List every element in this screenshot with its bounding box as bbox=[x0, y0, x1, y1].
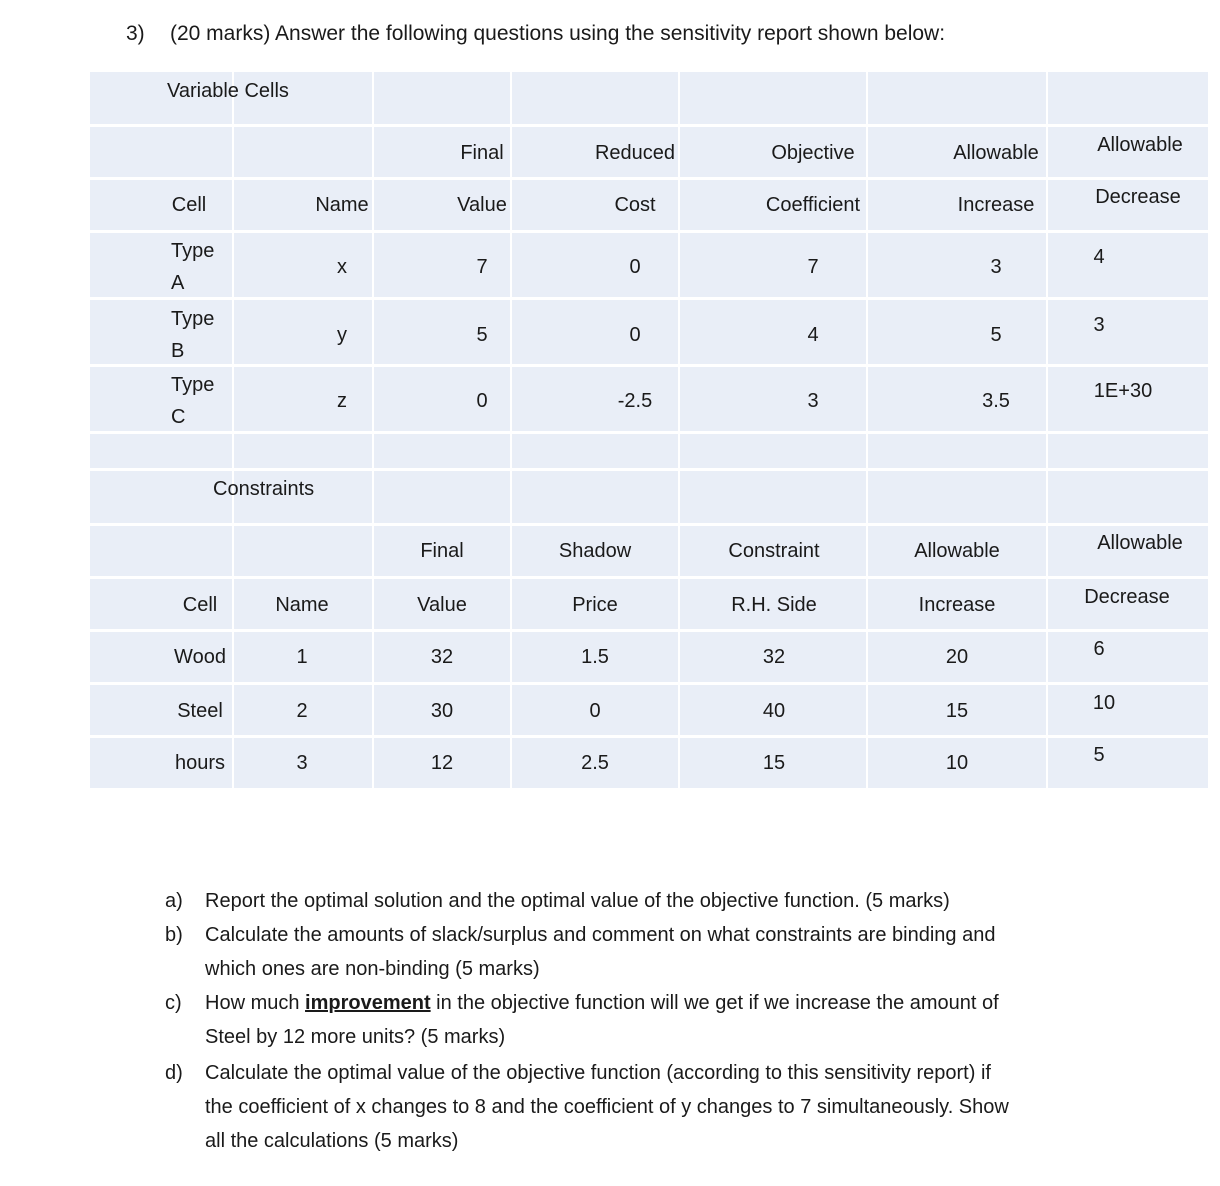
con-header-name: Name bbox=[275, 594, 329, 616]
con-header-constraint: Constraint bbox=[728, 540, 820, 562]
question-number: 3) bbox=[126, 22, 145, 45]
con-row-name: 3 bbox=[296, 752, 308, 774]
col-separator bbox=[1046, 72, 1048, 788]
band-variable-row1 bbox=[90, 233, 1208, 297]
con-row-shadow: 2.5 bbox=[581, 752, 609, 774]
question-text-part: in the objective function will we get if we increase the amount of bbox=[430, 992, 999, 1014]
con-header-price: Price bbox=[572, 594, 618, 616]
emphasized-word: improvement bbox=[305, 992, 431, 1014]
var-row-increase: 3 bbox=[990, 256, 1002, 278]
band-constraints-row1 bbox=[90, 632, 1208, 682]
con-header-decrease: Decrease bbox=[1084, 586, 1170, 608]
var-row-name: y bbox=[337, 324, 347, 346]
var-row-increase: 3.5 bbox=[982, 390, 1010, 412]
col-separator bbox=[372, 72, 374, 788]
question-b bbox=[165, 918, 1125, 986]
var-header-increase: Increase bbox=[957, 194, 1035, 216]
con-row-cell: Wood bbox=[174, 646, 226, 668]
con-row-increase: 10 bbox=[945, 752, 969, 774]
var-row-final: 7 bbox=[476, 256, 488, 278]
var-row-objective: 4 bbox=[807, 324, 819, 346]
var-row-final: 5 bbox=[476, 324, 488, 346]
con-row-decrease: 10 bbox=[1092, 692, 1116, 714]
var-row-objective: 7 bbox=[807, 256, 819, 278]
question-label: c) bbox=[165, 992, 182, 1014]
band-spacer bbox=[90, 434, 1208, 468]
question-label: b) bbox=[165, 924, 183, 946]
question-text: all the calculations (5 marks) bbox=[205, 1130, 459, 1152]
var-row-cell: B bbox=[171, 340, 185, 362]
con-header-value: Value bbox=[417, 594, 467, 616]
var-row-name: z bbox=[337, 390, 347, 412]
var-row-decrease: 4 bbox=[1093, 246, 1105, 268]
con-row-rhs: 15 bbox=[762, 752, 786, 774]
question-text: Report the optimal solution and the optimal value of the objective function. (5 marks) bbox=[205, 890, 950, 912]
con-row-decrease: 5 bbox=[1093, 744, 1105, 766]
band-constraints-row2 bbox=[90, 685, 1208, 735]
col-separator bbox=[678, 72, 680, 788]
question-text: which ones are non-binding (5 marks) bbox=[205, 958, 540, 980]
con-header-final: Final bbox=[420, 540, 464, 562]
var-header-value: Value bbox=[457, 194, 507, 216]
var-header-name: Name bbox=[315, 194, 369, 216]
question-text-part: How much bbox=[205, 992, 306, 1014]
var-row-cell: Type bbox=[171, 308, 215, 330]
variable-cells-title: Variable Cells bbox=[167, 80, 289, 102]
con-header-rhs: R.H. Side bbox=[731, 594, 817, 616]
con-header-allowable-dec: Allowable bbox=[1097, 532, 1183, 554]
var-header-allowable-inc: Allowable bbox=[953, 142, 1039, 164]
question-text: Calculate the amounts of slack/surplus and comment on what constraints are binding and bbox=[205, 924, 996, 946]
con-row-decrease: 6 bbox=[1093, 638, 1105, 660]
var-header-reduced: Reduced bbox=[594, 142, 676, 164]
band-variable-row2 bbox=[90, 300, 1208, 364]
col-separator bbox=[232, 72, 234, 788]
question-d bbox=[165, 1056, 1125, 1158]
con-header-allowable-inc: Allowable bbox=[914, 540, 1000, 562]
var-row-cell: Type bbox=[171, 374, 215, 396]
constraints-title: Constraints bbox=[213, 478, 315, 500]
var-row-name: x bbox=[337, 256, 347, 278]
con-row-shadow: 1.5 bbox=[581, 646, 609, 668]
var-row-cell: Type bbox=[171, 240, 215, 262]
con-row-rhs: 40 bbox=[762, 700, 786, 722]
band-constraints-row3 bbox=[90, 738, 1208, 788]
col-separator bbox=[866, 72, 868, 788]
question-label: a) bbox=[165, 890, 183, 912]
con-row-increase: 20 bbox=[945, 646, 969, 668]
var-header-objective: Objective bbox=[771, 142, 855, 164]
question-text: the coefficient of x changes to 8 and the coefficient of y changes to 7 simultaneously. Show bbox=[205, 1096, 1009, 1118]
con-header-increase: Increase bbox=[918, 594, 996, 616]
var-row-final: 0 bbox=[476, 390, 488, 412]
con-header-cell: Cell bbox=[182, 594, 218, 616]
question-text bbox=[205, 986, 1125, 1020]
con-row-cell: Steel bbox=[177, 700, 223, 722]
con-row-final: 32 bbox=[430, 646, 454, 668]
col-separator bbox=[510, 72, 512, 788]
var-row-reduced: 0 bbox=[629, 256, 641, 278]
var-row-cell: C bbox=[171, 406, 186, 428]
var-header-decrease: Decrease bbox=[1095, 186, 1181, 208]
con-row-shadow: 0 bbox=[589, 700, 601, 722]
band-constraints-header2 bbox=[90, 579, 1208, 629]
con-row-final: 30 bbox=[430, 700, 454, 722]
con-row-cell: hours bbox=[174, 752, 226, 774]
var-row-reduced: -2.5 bbox=[617, 390, 653, 412]
con-row-rhs: 32 bbox=[762, 646, 786, 668]
var-header-final: Final bbox=[460, 142, 504, 164]
var-row-cell: A bbox=[171, 272, 185, 294]
con-row-final: 12 bbox=[430, 752, 454, 774]
question-a bbox=[165, 884, 1125, 918]
question-text: Steel by 12 more units? (5 marks) bbox=[205, 1026, 506, 1048]
band-constraints-header1 bbox=[90, 526, 1208, 576]
con-header-shadow: Shadow bbox=[558, 540, 632, 562]
con-row-increase: 15 bbox=[945, 700, 969, 722]
question-label: d) bbox=[165, 1062, 183, 1084]
var-row-objective: 3 bbox=[807, 390, 819, 412]
var-header-coefficient: Coefficient bbox=[765, 194, 861, 216]
question-list bbox=[165, 884, 1125, 1158]
question-text: Calculate the optimal value of the objective function (according to this sensitivity report) if bbox=[205, 1062, 991, 1084]
con-row-name: 2 bbox=[296, 700, 308, 722]
question-c bbox=[165, 986, 1125, 1054]
var-row-decrease: 3 bbox=[1093, 314, 1105, 336]
var-header-allowable-dec: Allowable bbox=[1097, 134, 1183, 156]
var-row-increase: 5 bbox=[990, 324, 1002, 346]
var-row-reduced: 0 bbox=[629, 324, 641, 346]
var-row-decrease: 1E+30 bbox=[1093, 380, 1153, 402]
var-header-cell: Cell bbox=[171, 194, 207, 216]
question-title: (20 marks) Answer the following questions using the sensitivity report shown below: bbox=[170, 22, 946, 45]
con-row-name: 1 bbox=[296, 646, 308, 668]
var-header-cost: Cost bbox=[614, 194, 656, 216]
